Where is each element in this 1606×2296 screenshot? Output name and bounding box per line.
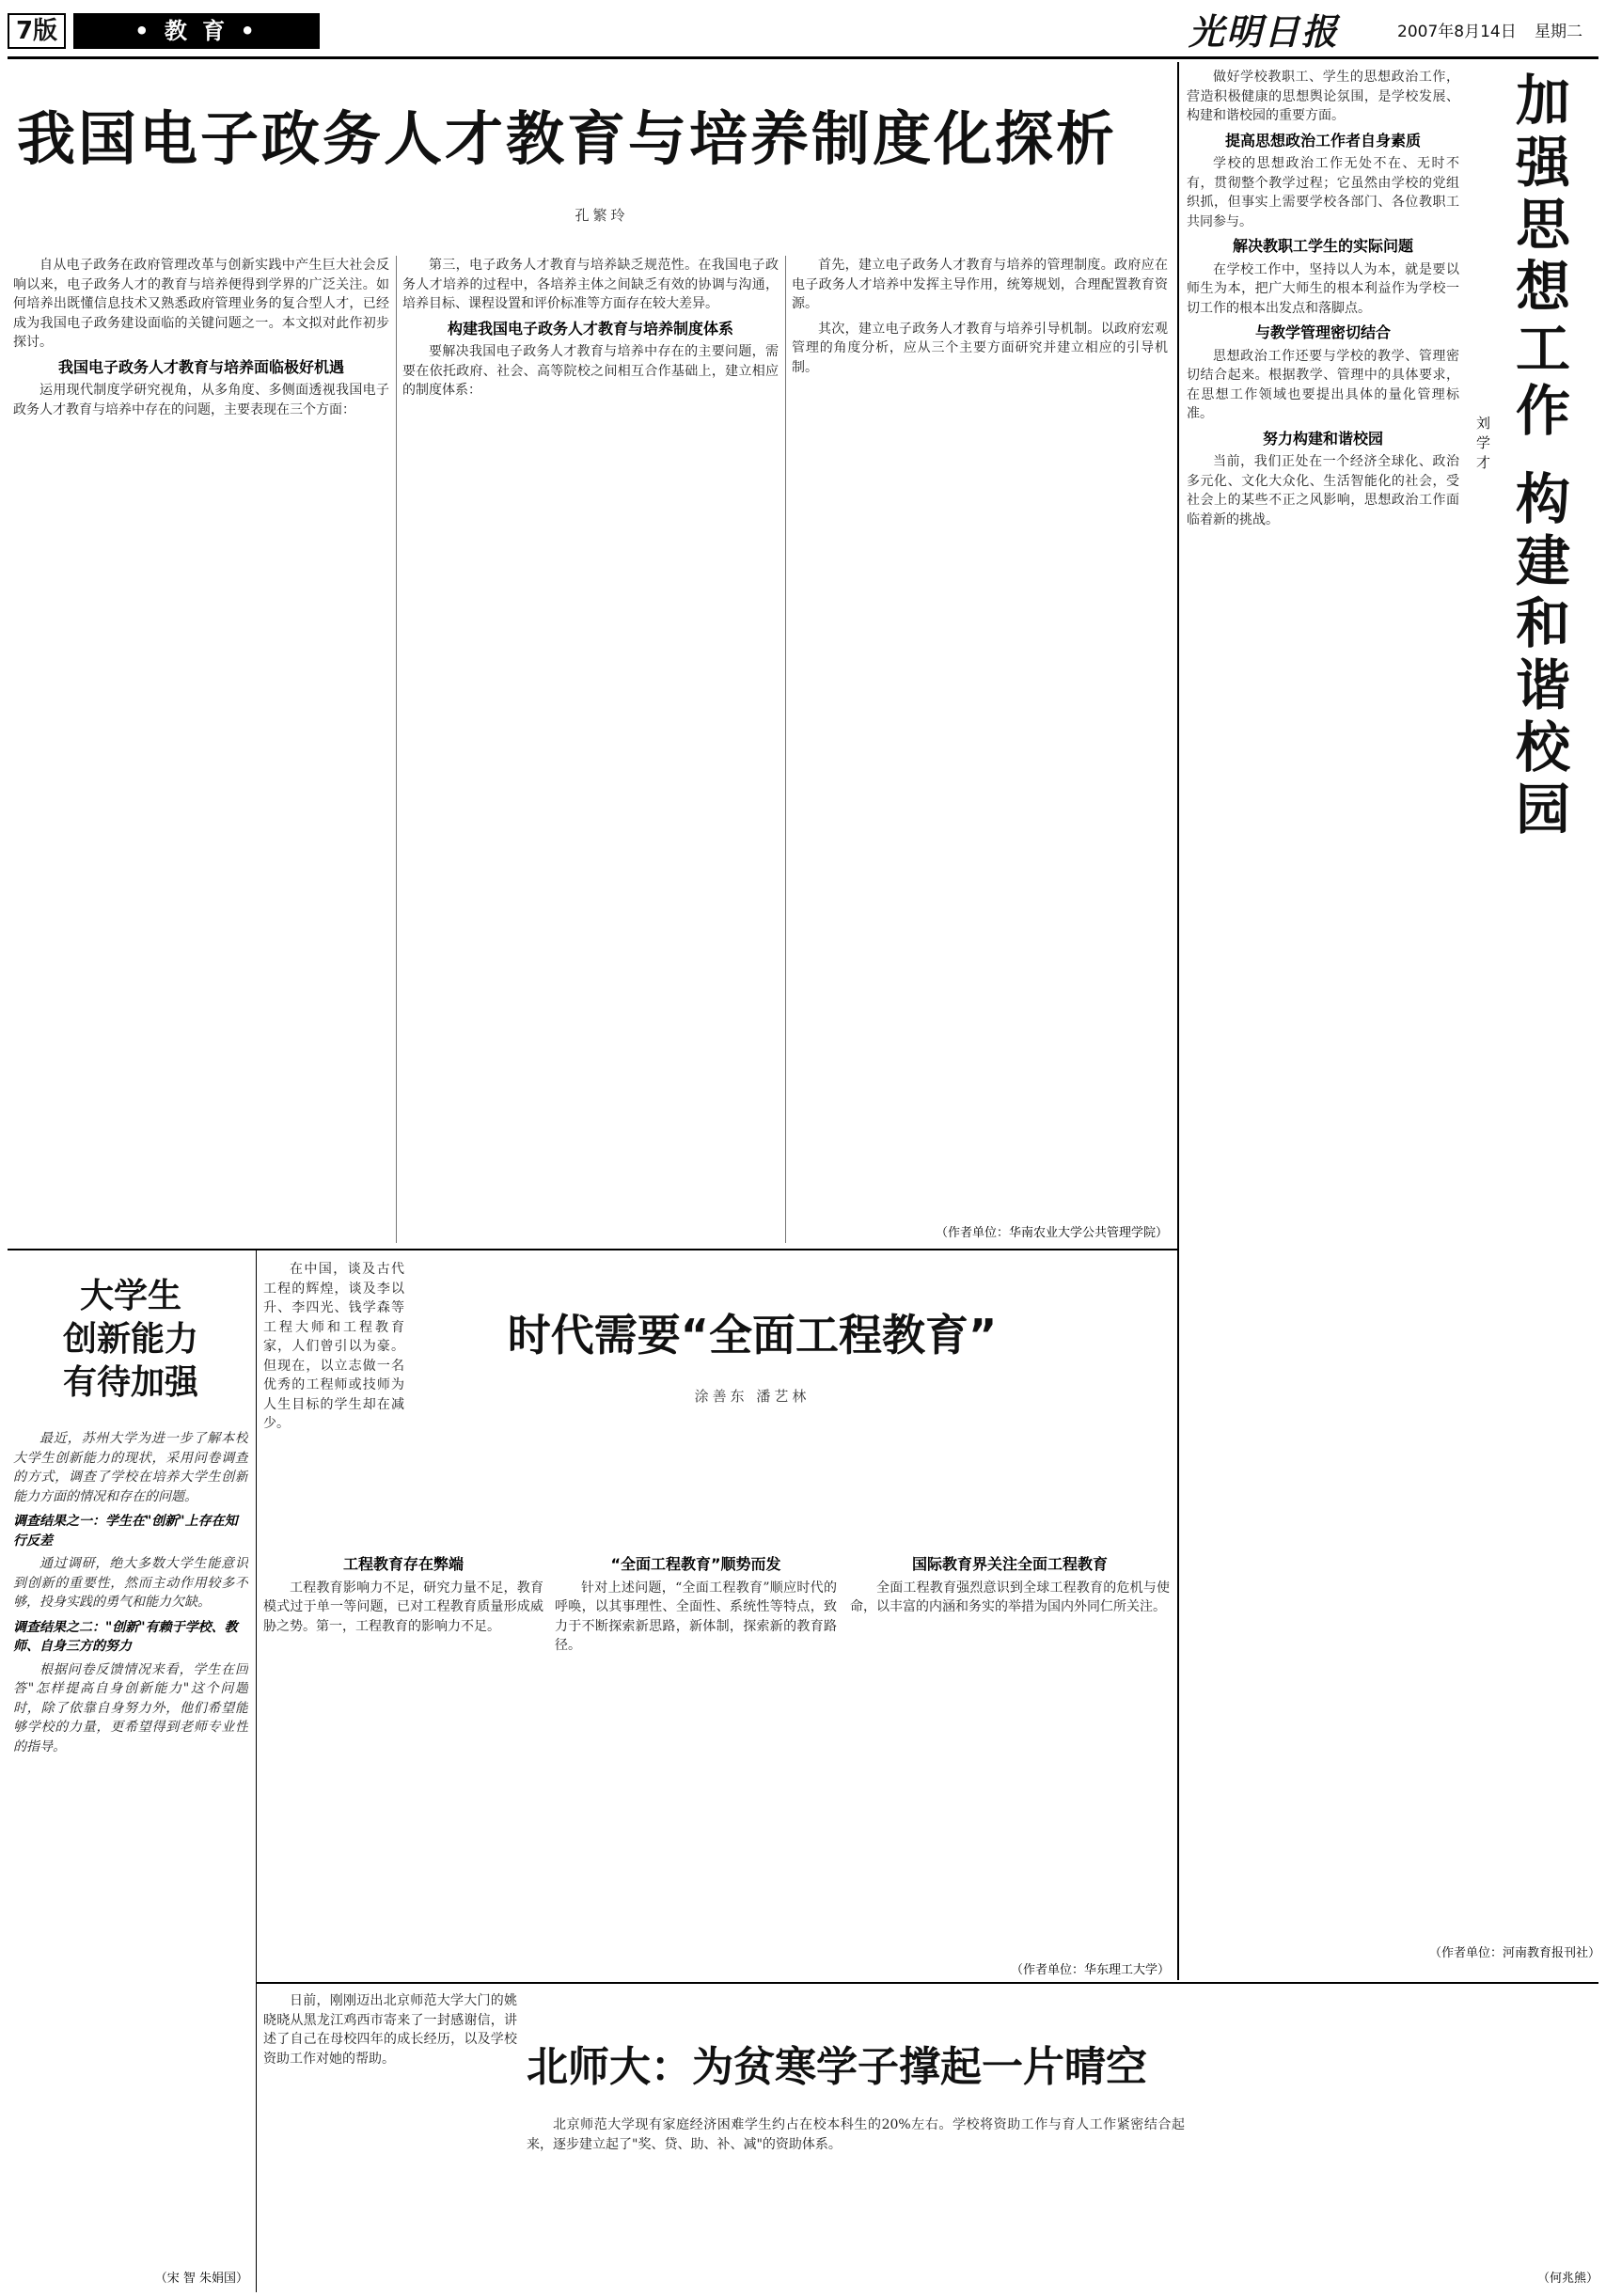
masthead [8, 8, 1598, 62]
article2-author: 刘学才 [1474, 416, 1491, 475]
article1-author: 孔繁玲 [575, 207, 629, 224]
article4-intro-text: 在中国，谈及古代工程的辉煌，谈及李以升、李四光、钱学森等工程大师和工程教育家，人们曾引以为豪。但现在，以立志做一名优秀的工程师或技师为人生目标的学生却在减少。 [263, 1262, 404, 1431]
article3-paragraph: 根据问卷反馈情况来看，学生在回答"怎样提高自身创新能力"这个问题时，除了依靠自身努力外，他们希望能够学校的力量，更希望得到老师专业性的指导。 [13, 1661, 248, 1754]
article4-affiliation: （作者单位：华东理工大学） [1010, 1963, 1170, 1977]
article3-paragraph: 最近，苏州大学为进一步了解本校大学生创新能力的现状，采用问卷调查的方式，调查了学校在培养大学生创新能力方面的情况和存在的问题。 [13, 1431, 248, 1504]
article4-subhead-1: 工程教育存在弊端 [342, 1555, 464, 1573]
masthead-rule [8, 56, 1598, 59]
article1-paragraph: 首先，建立电子政务人才教育与培养的管理制度。政府应在电子政务人才培养中发挥主导作用，统筹规划，合理配置教育资源。 [792, 258, 1168, 311]
paper-logo: 光明日报 [1189, 10, 1340, 53]
article4-subhead-3: 国际教育界关注全面工程教育 [911, 1555, 1108, 1573]
article2-paragraph: 学校的思想政治工作无处不在、无时不有，贯彻整个教学过程；它虽然由学校的党组织抓，但事实上需要学校各部门、各位教职工共同参与。 [1187, 156, 1459, 229]
column-divider [396, 256, 397, 1243]
issue-date: 2007年8月14日 [1397, 23, 1517, 41]
section-rule [8, 1249, 1177, 1250]
article1-paragraph: 其次，建立电子政务人才教育与培养引导机制。以政府宏观管理的角度分析，应从三个主要方面研究并建立相应的引导机制。 [792, 321, 1168, 375]
article2-title-text: 加强思想工作 构建和谐校园 [1506, 71, 1570, 843]
article4-intro [263, 1260, 404, 1542]
article3-subhead-2: 调查结果之二："创新"有赖于学校、教师、自身三方的努力 [13, 1619, 238, 1654]
article2-paragraph: 思想政治工作还要与学校的教学、管理密切结合起来。根据教学、管理中的具体要求，在思想工作领域也要提出具体的量化管理标准。 [1187, 348, 1459, 421]
article4-paragraph: 针对上述问题，“全面工程教育”顺应时代的呼唤，以其事理性、全面性、系统性等特点，致力于不断探索新思路，新体制，探索新的教育路径。 [555, 1580, 837, 1653]
article1-subhead-1: 我国电子政务人才教育与培养面临极好机遇 [57, 357, 344, 376]
article3-paragraph: 通过调研，绝大多数大学生能意识到创新的重要性，然而主动作用较多不够，投身实践的勇气和能力欠缺。 [13, 1556, 248, 1610]
article3-body [13, 1429, 248, 2257]
article3-subhead-1: 调查结果之一：学生在"创新"上存在知行反差 [13, 1514, 238, 1549]
article2-affiliation: （作者单位：河南教育报刊社） [1428, 1946, 1600, 1960]
article5-col2 [527, 2115, 1185, 2288]
article1-paragraph: 运用现代制度学研究视角，从多角度、多侧面透视我国电子政务人才教育与培养中存在的问题，主要表现在三个方面： [13, 383, 389, 417]
article2-subhead-2: 解决教职工学生的实际问题 [1232, 237, 1413, 255]
article2-paragraph: 在学校工作中，坚持以人为本，就是要以师生为本，把广大师生的根本利益作为学校一切工作的根本出发点和落脚点。 [1187, 261, 1459, 316]
article5-author: （何兆熊） [1536, 2272, 1598, 2286]
article2-subhead-3: 与教学管理密切结合 [1254, 323, 1391, 341]
section-rule [256, 1982, 1598, 1984]
article1-affiliation: （作者单位：华南农业大学公共管理学院） [935, 1226, 1168, 1240]
article4-col1 [263, 1549, 543, 1944]
article1-col3 [792, 256, 1168, 1196]
article4-col3 [850, 1549, 1170, 1907]
article5-col1 [263, 1991, 517, 2288]
column-divider [785, 256, 786, 1243]
article2-subhead-1: 提高思想政治工作者自身素质 [1224, 131, 1421, 149]
article3-title-line: 创新能力 [62, 1320, 198, 1359]
article4-authors: 涂善东 潘艺林 [694, 1388, 811, 1405]
article4-title: 时代需要“全面工程教育” [507, 1310, 998, 1360]
page-number: 7版 [8, 13, 66, 49]
article1-col2 [402, 256, 779, 1243]
article1-col1 [13, 256, 389, 1243]
issue-weekday: 星期二 [1535, 23, 1582, 41]
article4-subhead-2: “全面工程教育”顺势而发 [610, 1555, 781, 1573]
article3-title [13, 1275, 248, 1405]
article2-body [1187, 68, 1459, 1901]
article5-title: 北师大：为贫寒学子撑起一片晴空 [527, 2043, 1147, 2091]
article4-paragraph: 工程教育影响力不足，研究力量不足，教育模式过于单一等问题，已对工程教育质量形成威胁之势。第一，工程教育的影响力不足。 [263, 1580, 543, 1634]
article3-author: （宋 智 朱娟国） [154, 2272, 248, 2286]
section-label: • 教 育 • [73, 13, 320, 49]
sidebar-divider [256, 1250, 257, 2292]
article1-subhead-2: 构建我国电子政务人才教育与培养制度体系 [447, 319, 733, 338]
article1-title: 我国电子政务人才教育与培养制度化探析 [17, 104, 1118, 173]
article1-paragraph: 要解决我国电子政务人才教育与培养中存在的主要问题，需要在依托政府、社会、高等院校之间相互合作基础上，建立相应的制度体系： [402, 344, 779, 398]
article4-paragraph: 全面工程教育强烈意识到全球工程教育的危机与使命，以丰富的内涵和务实的举措为国内外同仁所关注。 [850, 1580, 1170, 1614]
article2-lead: 做好学校教职工、学生的思想政治工作，营造积极健康的思想舆论氛围，是学校发展、构建和谐校园的重要方面。 [1187, 70, 1459, 123]
article1-paragraph: 自从电子政务在政府管理改革与创新实践中产生巨大社会反响以来，电子政务人才的教育与培养便得到学界的广泛关注。如何培养出既懂信息技术又熟悉政府管理业务的复合型人才，已经成为我国电子政务建设面临的关键问题之一。本文拟对此作初步探讨。 [13, 258, 389, 350]
article5-paragraph: 日前，刚刚迈出北京师范大学大门的姚晓晓从黑龙江鸡西市寄来了一封感谢信，讲述了自己在母校四年的成长经历，以及学校资助工作对她的帮助。 [263, 1993, 517, 2067]
article4-col2 [555, 1549, 837, 1944]
article1-paragraph: 第三，电子政务人才教育与培养缺乏规范性。在我国电子政务人才培养的过程中，各培养主体之间缺乏有效的协调与沟通，培养目标、课程设置和评价标准等方面存在较大差异。 [402, 258, 779, 311]
article2-subhead-4: 努力构建和谐校园 [1262, 429, 1383, 448]
article5-paragraph: 北京师范大学现有家庭经济困难学生约占在校本科生的20%左右。学校将资助工作与育人工作紧密结合起来，逐步建立起了"奖、贷、助、补、减"的资助体系。 [527, 2117, 1185, 2152]
article3-title-line: 有待加强 [62, 1363, 198, 1402]
article2-paragraph: 当前，我们正处在一个经济全球化、政治多元化、文化大众化、生活智能化的社会，受社会上的某些不正之风影响，思想政治工作面临着新的挑战。 [1187, 454, 1459, 527]
article3-title-line: 大学生 [79, 1277, 181, 1315]
section-divider [1177, 62, 1179, 1980]
article2-title [1503, 71, 1600, 861]
